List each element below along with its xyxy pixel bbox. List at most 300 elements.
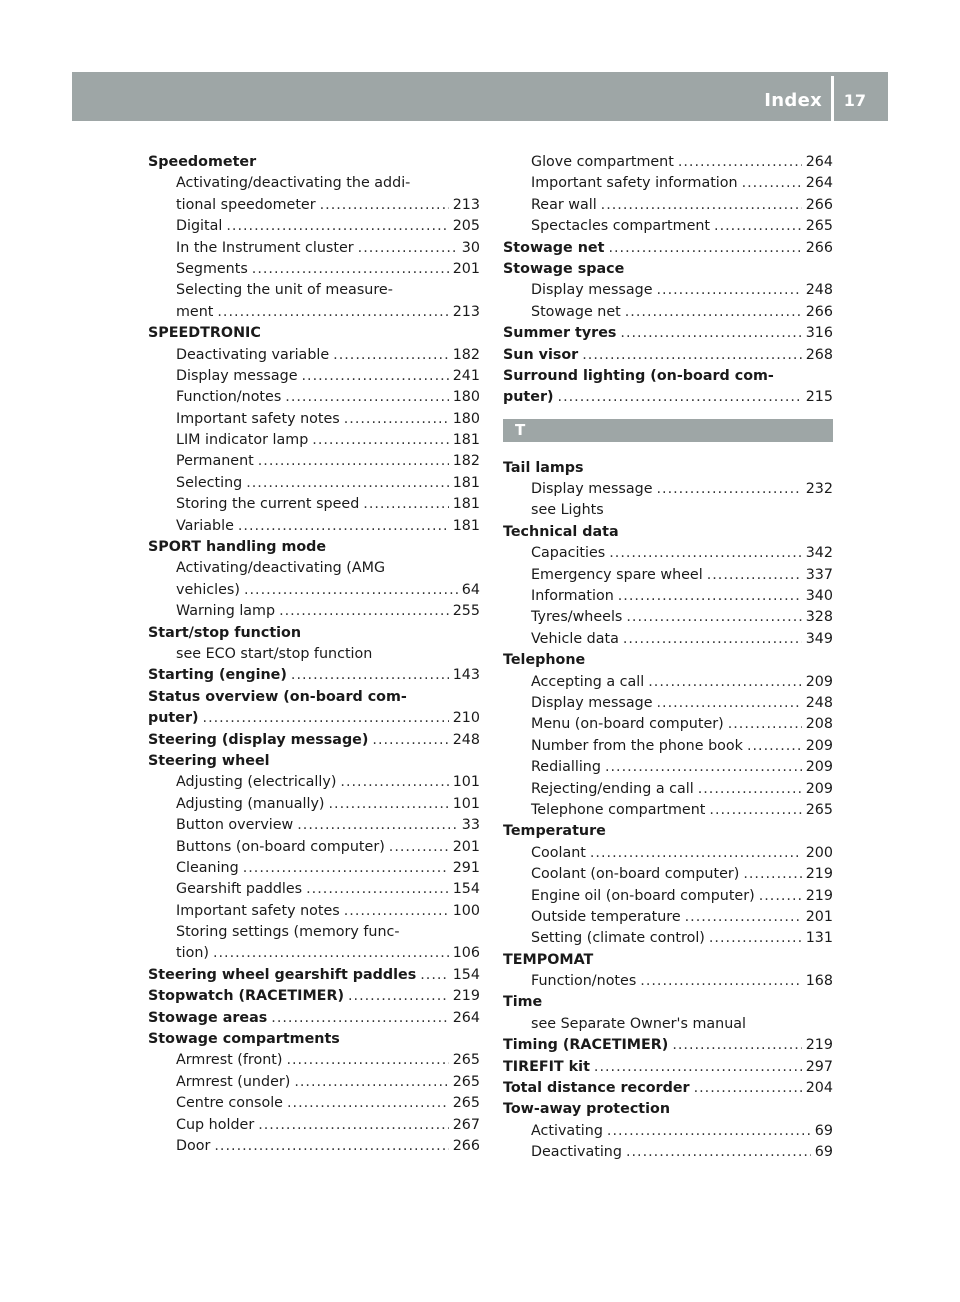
page-reference[interactable]: 219 [805, 887, 833, 904]
entry-label: Rear wall [531, 196, 597, 213]
page-reference[interactable]: 210 [452, 710, 480, 727]
dot-leader [626, 1142, 811, 1163]
index-subentry-coolant-on-board-computer[interactable] [503, 864, 833, 885]
page-reference[interactable]: 201 [452, 260, 480, 277]
entry-label: Important safety notes [176, 902, 340, 919]
page-reference[interactable]: 100 [452, 902, 480, 919]
entry-label: Door [176, 1137, 211, 1154]
dot-leader [226, 216, 448, 237]
dot-leader [297, 815, 458, 836]
index-subentry-activating-deactivating-the-addi [148, 173, 480, 194]
dot-leader [344, 901, 449, 922]
dot-leader [214, 1136, 448, 1157]
page-reference[interactable]: 33 [461, 817, 480, 834]
dot-leader [287, 1093, 449, 1114]
index-heading-stowage-space [503, 259, 833, 280]
dot-leader [714, 216, 802, 237]
index-subentry-in-the-instrument-cluster[interactable] [148, 238, 480, 259]
entry-label: Total distance recorder [503, 1080, 690, 1097]
page-reference[interactable]: 204 [805, 1080, 833, 1097]
entry-label: see Lights [531, 502, 604, 519]
index-heading-technical-data [503, 522, 833, 543]
dot-leader [672, 1035, 801, 1056]
entry-label: Telephone compartment [531, 801, 706, 818]
index-heading-tempomat [503, 950, 833, 971]
page-reference[interactable]: 181 [452, 474, 480, 491]
page-reference[interactable]: 213 [452, 196, 480, 213]
index-subentry-see-lights [503, 500, 833, 521]
dot-leader [291, 665, 449, 686]
index-subentry-display-message[interactable] [503, 479, 833, 500]
index-subentry-accepting-a-call[interactable] [503, 672, 833, 693]
dot-leader [623, 629, 802, 650]
dot-leader [640, 971, 801, 992]
index-heading-surround-lighting-on-board-com [503, 366, 833, 387]
dot-leader [609, 543, 801, 564]
index-subentry-important-safety-information[interactable] [503, 173, 833, 194]
page-reference[interactable]: 349 [805, 630, 833, 647]
dot-leader [244, 580, 458, 601]
page-reference[interactable]: 264 [805, 175, 833, 192]
index-subentry-important-safety-notes[interactable] [148, 409, 480, 430]
index-subentry-button-overview[interactable] [148, 815, 480, 836]
entry-label: Function/notes [176, 389, 282, 406]
index-subentry-coolant[interactable] [503, 843, 833, 864]
index-subentry-selecting[interactable] [148, 473, 480, 494]
entry-label: Stowage net [531, 303, 621, 320]
index-subentry-glove-compartment[interactable] [503, 152, 833, 173]
dot-leader [728, 714, 802, 735]
entry-label: Outside temperature [531, 908, 681, 925]
index-subentry-permanent[interactable] [148, 451, 480, 472]
index-column-left [148, 152, 480, 1157]
dot-leader [678, 152, 802, 173]
page-reference[interactable]: 219 [805, 1037, 833, 1054]
index-subentry-storing-the-current-speed[interactable] [148, 494, 480, 515]
entry-label: Steering (display message) [148, 731, 369, 748]
page-reference[interactable]: 342 [805, 545, 833, 562]
dot-leader [601, 195, 802, 216]
index-heading-steering-wheel [148, 751, 480, 772]
dot-leader [685, 907, 802, 928]
page-reference[interactable]: 248 [452, 731, 480, 748]
page-reference[interactable]: 205 [452, 218, 480, 235]
entry-label: Temperature [503, 823, 606, 840]
section-letter-t: T [503, 419, 833, 442]
index-subentry-spectacles-compartment[interactable] [503, 216, 833, 237]
entry-label: Number from the phone book [531, 737, 743, 754]
dot-leader [620, 323, 801, 344]
page-reference[interactable]: 265 [452, 1095, 480, 1112]
index-heading-time [503, 992, 833, 1013]
entry-label: Stowage net [503, 239, 605, 256]
entry-label: Digital [176, 218, 223, 235]
dot-leader [657, 280, 802, 301]
entry-label: Time [503, 994, 543, 1011]
page-reference[interactable]: 106 [452, 945, 480, 962]
index-heading-stowage-areas[interactable] [148, 1008, 480, 1029]
entry-label: Important safety notes [176, 410, 340, 427]
page-reference[interactable]: 265 [805, 801, 833, 818]
index-subentry-segments[interactable] [148, 259, 480, 280]
page-reference[interactable]: 248 [805, 282, 833, 299]
index-heading-steering-display-message[interactable] [148, 730, 480, 751]
dot-leader [759, 886, 802, 907]
page-reference[interactable]: 201 [452, 838, 480, 855]
page-reference[interactable]: 182 [452, 453, 480, 470]
index-heading-starting-engine[interactable] [148, 665, 480, 686]
index-subentry-emergency-spare-wheel[interactable] [503, 565, 833, 586]
page-reference[interactable]: 340 [805, 588, 833, 605]
dot-leader [306, 879, 449, 900]
entry-label: Spectacles compartment [531, 218, 711, 235]
page-reference[interactable]: 101 [452, 795, 480, 812]
index-subentry-deactivating-variable[interactable] [148, 345, 480, 366]
header-divider [831, 76, 834, 121]
index-subentry-telephone-compartment[interactable] [503, 800, 833, 821]
index-heading-temperature [503, 821, 833, 842]
dot-leader [605, 757, 802, 778]
page-reference[interactable]: 328 [805, 609, 833, 626]
entry-label: Tow-away protection [503, 1101, 671, 1118]
page-reference[interactable]: 168 [805, 973, 833, 990]
page-reference[interactable]: 154 [452, 881, 480, 898]
dot-leader [328, 794, 448, 815]
page-reference[interactable]: 213 [452, 303, 480, 320]
entry-label: Information [531, 588, 614, 605]
page-reference[interactable]: 201 [805, 908, 833, 925]
index-subentry-digital[interactable] [148, 216, 480, 237]
index-subentry-capacities[interactable] [503, 543, 833, 564]
entry-label: Coolant (on-board computer) [531, 866, 740, 883]
page-reference[interactable]: 264 [805, 154, 833, 170]
entry-label: Glove compartment [531, 154, 674, 170]
page-reference[interactable]: 30 [461, 239, 480, 256]
entry-label: Deactivating variable [176, 346, 330, 363]
index-heading-speedometer [148, 152, 480, 173]
entry-label: Buttons (on-board computer) [176, 838, 385, 855]
index-subentry-rejecting-ending-a-call[interactable] [503, 779, 833, 800]
dot-leader [340, 772, 448, 793]
entry-label: Storing the current speed [176, 496, 360, 513]
entry-label: vehicles) [176, 581, 240, 598]
entry-label: Selecting the unit of measure- [176, 282, 393, 299]
dot-leader [607, 1121, 811, 1142]
index-subentry-lim-indicator-lamp[interactable] [148, 430, 480, 451]
page-reference[interactable]: 154 [452, 966, 480, 983]
entry-label: Starting (engine) [148, 667, 287, 684]
dot-leader [358, 238, 458, 259]
index-heading-summer-tyres[interactable] [503, 323, 833, 344]
dot-leader [709, 928, 802, 949]
entry-label: Sun visor [503, 346, 579, 363]
entry-label: Speedometer [148, 154, 257, 170]
entry-label: Display message [531, 282, 653, 299]
entry-label: Selecting [176, 474, 243, 491]
index-subentry-armrest-front[interactable] [148, 1050, 480, 1071]
dot-leader [348, 986, 449, 1007]
index-subentry-information[interactable] [503, 586, 833, 607]
index-subentry-activating-deactivating-amg [148, 558, 480, 579]
dot-leader [558, 387, 802, 408]
page-reference[interactable]: 266 [805, 303, 833, 320]
index-heading-tail-lamps [503, 458, 833, 479]
entry-label: Armrest (under) [176, 1073, 291, 1090]
dot-leader [320, 195, 449, 216]
entry-label: Steering wheel gearshift paddles [148, 966, 417, 983]
entry-label: Setting (climate control) [531, 930, 705, 947]
index-subentry-stowage-net[interactable] [503, 302, 833, 323]
index-subentry-storing-settings-memory-func [148, 922, 480, 943]
page-reference[interactable]: 180 [452, 389, 480, 406]
page-reference[interactable]: 215 [805, 389, 833, 406]
page-reference[interactable]: 209 [805, 759, 833, 776]
entry-label: Accepting a call [531, 673, 645, 690]
index-column-right [503, 152, 833, 1164]
index-subentry-display-message[interactable] [503, 693, 833, 714]
index-subentry-important-safety-notes[interactable] [148, 901, 480, 922]
index-subentry-ment[interactable] [148, 302, 480, 323]
index-subentry-adjusting-electrically[interactable] [148, 772, 480, 793]
page-reference[interactable]: 248 [805, 694, 833, 711]
index-subentry-selecting-the-unit-of-measure [148, 280, 480, 301]
dot-leader [344, 409, 449, 430]
page-reference[interactable]: 265 [805, 218, 833, 235]
page-reference[interactable]: 266 [805, 196, 833, 213]
page-reference[interactable]: 219 [805, 866, 833, 883]
page-reference[interactable]: 181 [452, 496, 480, 513]
index-subentry-display-message[interactable] [503, 280, 833, 301]
index-heading-puter[interactable] [148, 708, 480, 729]
index-heading-stowage-compartments [148, 1029, 480, 1050]
dot-leader [657, 479, 802, 500]
page-reference[interactable]: 337 [805, 566, 833, 583]
page-reference[interactable]: 297 [805, 1058, 833, 1075]
entry-label: Important safety information [531, 175, 738, 192]
index-subentry-menu-on-board-computer[interactable] [503, 714, 833, 735]
page-reference[interactable]: 180 [452, 410, 480, 427]
index-heading-sun-visor[interactable] [503, 345, 833, 366]
page-reference[interactable]: 266 [452, 1137, 480, 1154]
page-reference[interactable]: 241 [452, 367, 480, 384]
index-subentry-armrest-under[interactable] [148, 1072, 480, 1093]
dot-leader [333, 345, 449, 366]
index-heading-timing-racetimer[interactable] [503, 1035, 833, 1056]
entry-label: Technical data [503, 523, 619, 540]
dot-leader [626, 607, 801, 628]
entry-label: SPORT handling mode [148, 539, 327, 556]
entry-label: Steering wheel [148, 752, 270, 769]
entry-label: Cleaning [176, 859, 239, 876]
entry-label: Adjusting (electrically) [176, 774, 337, 791]
page-reference[interactable]: 267 [452, 1116, 480, 1133]
index-heading-tow-away-protection [503, 1099, 833, 1120]
index-heading-puter[interactable] [503, 387, 833, 408]
page-reference[interactable]: 69 [814, 1122, 833, 1139]
entry-label: Display message [531, 481, 653, 498]
entry-label: tional speedometer [176, 196, 316, 213]
page-reference[interactable]: 232 [805, 481, 833, 498]
dot-leader [608, 238, 801, 259]
index-heading-tirefit-kit[interactable] [503, 1057, 833, 1078]
page-reference[interactable]: 209 [805, 673, 833, 690]
dot-leader [420, 965, 448, 986]
index-subentry-function-notes[interactable] [503, 971, 833, 992]
index-subentry-deactivating[interactable] [503, 1142, 833, 1163]
dot-leader [372, 730, 448, 751]
entry-label: Stowage areas [148, 1009, 268, 1026]
entry-label: LIM indicator lamp [176, 432, 309, 449]
entry-label: Surround lighting (on-board com- [503, 367, 774, 384]
index-subentry-cup-holder[interactable] [148, 1115, 480, 1136]
entry-label: Tyres/wheels [531, 609, 623, 626]
page-reference[interactable]: 209 [805, 737, 833, 754]
index-subentry-display-message[interactable] [148, 366, 480, 387]
entry-label: Stowage compartments [148, 1031, 340, 1048]
page-reference[interactable]: 64 [461, 581, 480, 598]
page-reference[interactable]: 182 [452, 346, 480, 363]
dot-leader [625, 302, 802, 323]
page-reference[interactable]: 209 [805, 780, 833, 797]
index-heading-stowage-net[interactable] [503, 238, 833, 259]
page-reference[interactable]: 265 [452, 1052, 480, 1069]
dot-leader [238, 516, 449, 537]
page-reference[interactable]: 200 [805, 844, 833, 861]
entry-label: Deactivating [531, 1144, 622, 1161]
entry-label: ment [176, 303, 214, 320]
page-reference[interactable]: 101 [452, 774, 480, 791]
entry-label: tion) [176, 945, 209, 962]
dot-leader [743, 864, 801, 885]
entry-label: see ECO start/stop function [176, 645, 373, 662]
index-subentry-rear-wall[interactable] [503, 195, 833, 216]
index-subentry-setting-climate-control[interactable] [503, 928, 833, 949]
dot-leader [709, 800, 801, 821]
entry-label: TIREFIT kit [503, 1058, 590, 1075]
dot-leader [243, 858, 449, 879]
index-subentry-number-from-the-phone-book[interactable] [503, 736, 833, 757]
dot-leader [203, 708, 449, 729]
index-subentry-buttons-on-board-computer[interactable] [148, 837, 480, 858]
dot-leader [302, 366, 449, 387]
entry-label: Tail lamps [503, 459, 584, 476]
entry-label: Activating/deactivating (AMG [176, 560, 386, 577]
entry-label: Summer tyres [503, 325, 617, 342]
dot-leader [618, 586, 802, 607]
dot-leader [742, 173, 802, 194]
index-subentry-function-notes[interactable] [148, 387, 480, 408]
index-subentry-centre-console[interactable] [148, 1093, 480, 1114]
entry-label: Display message [176, 367, 298, 384]
dot-leader [312, 430, 448, 451]
index-heading-total-distance-recorder[interactable] [503, 1078, 833, 1099]
index-subentry-vehicle-data[interactable] [503, 629, 833, 650]
page-reference[interactable]: 264 [452, 1009, 480, 1026]
index-subentry-redialling[interactable] [503, 757, 833, 778]
page-reference[interactable]: 268 [805, 346, 833, 363]
dot-leader [694, 1078, 802, 1099]
index-subentry-outside-temperature[interactable] [503, 907, 833, 928]
dot-leader [648, 672, 801, 693]
entry-label: Armrest (front) [176, 1052, 283, 1069]
index-heading-steering-wheel-gearshift-paddles[interactable] [148, 965, 480, 986]
dot-leader [213, 943, 449, 964]
page-reference[interactable]: 265 [452, 1073, 480, 1090]
index-subentry-engine-oil-on-board-computer[interactable] [503, 886, 833, 907]
index-subentry-tion[interactable] [148, 943, 480, 964]
entry-label: Activating [531, 1122, 603, 1139]
entry-label: Coolant [531, 844, 586, 861]
entry-label: Rejecting/ending a call [531, 780, 694, 797]
dot-leader [271, 1008, 448, 1029]
index-heading-stopwatch-racetimer[interactable] [148, 986, 480, 1007]
dot-leader [582, 345, 801, 366]
entry-label: Adjusting (manually) [176, 795, 325, 812]
page-reference[interactable]: 291 [452, 859, 480, 876]
entry-label: Status overview (on-board com- [148, 688, 407, 705]
index-subentry-tyres-wheels[interactable] [503, 607, 833, 628]
page-reference[interactable]: 219 [452, 988, 480, 1005]
page-reference[interactable]: 181 [452, 517, 480, 534]
page-reference[interactable]: 181 [452, 432, 480, 449]
page-number: 17 [843, 91, 866, 110]
entry-label: Centre console [176, 1095, 283, 1112]
header-title: Index [764, 90, 822, 111]
dot-leader [279, 601, 449, 622]
page-reference[interactable]: 69 [814, 1144, 833, 1161]
index-subentry-activating[interactable] [503, 1121, 833, 1142]
entry-label: Stowage space [503, 260, 625, 277]
dot-leader [294, 1072, 448, 1093]
index-subentry-tional-speedometer[interactable] [148, 195, 480, 216]
index-subentry-see-eco-start-stop-function [148, 644, 480, 665]
entry-label: Permanent [176, 453, 254, 470]
index-subentry-variable[interactable] [148, 516, 480, 537]
page-reference[interactable]: 131 [805, 930, 833, 947]
dot-leader [698, 779, 802, 800]
page-reference[interactable]: 143 [452, 667, 480, 684]
dot-leader [252, 259, 449, 280]
index-subentry-gearshift-paddles[interactable] [148, 879, 480, 900]
index-subentry-door[interactable] [148, 1136, 480, 1157]
page-reference[interactable]: 255 [452, 603, 480, 620]
entry-label: Warning lamp [176, 603, 276, 620]
index-subentry-cleaning[interactable] [148, 858, 480, 879]
dot-leader [389, 837, 449, 858]
dot-leader [747, 736, 802, 757]
index-heading-speedtronic [148, 323, 480, 344]
page-reference[interactable]: 316 [805, 325, 833, 342]
entry-label: Gearshift paddles [176, 881, 303, 898]
entry-label: Menu (on-board computer) [531, 716, 724, 733]
entry-label: Cup holder [176, 1116, 255, 1133]
dot-leader [363, 494, 448, 515]
page-reference[interactable]: 208 [805, 716, 833, 733]
page-header [72, 72, 888, 121]
index-subentry-vehicles[interactable] [148, 580, 480, 601]
entry-label: SPEEDTRONIC [148, 325, 261, 342]
dot-leader [657, 693, 802, 714]
page-reference[interactable]: 266 [805, 239, 833, 256]
entry-label: Redialling [531, 759, 601, 776]
entry-label: Display message [531, 694, 653, 711]
index-subentry-warning-lamp[interactable] [148, 601, 480, 622]
entry-label: puter) [503, 389, 554, 406]
entry-label: In the Instrument cluster [176, 239, 354, 256]
dot-leader [258, 451, 449, 472]
index-subentry-adjusting-manually[interactable] [148, 794, 480, 815]
dot-leader [707, 565, 802, 586]
